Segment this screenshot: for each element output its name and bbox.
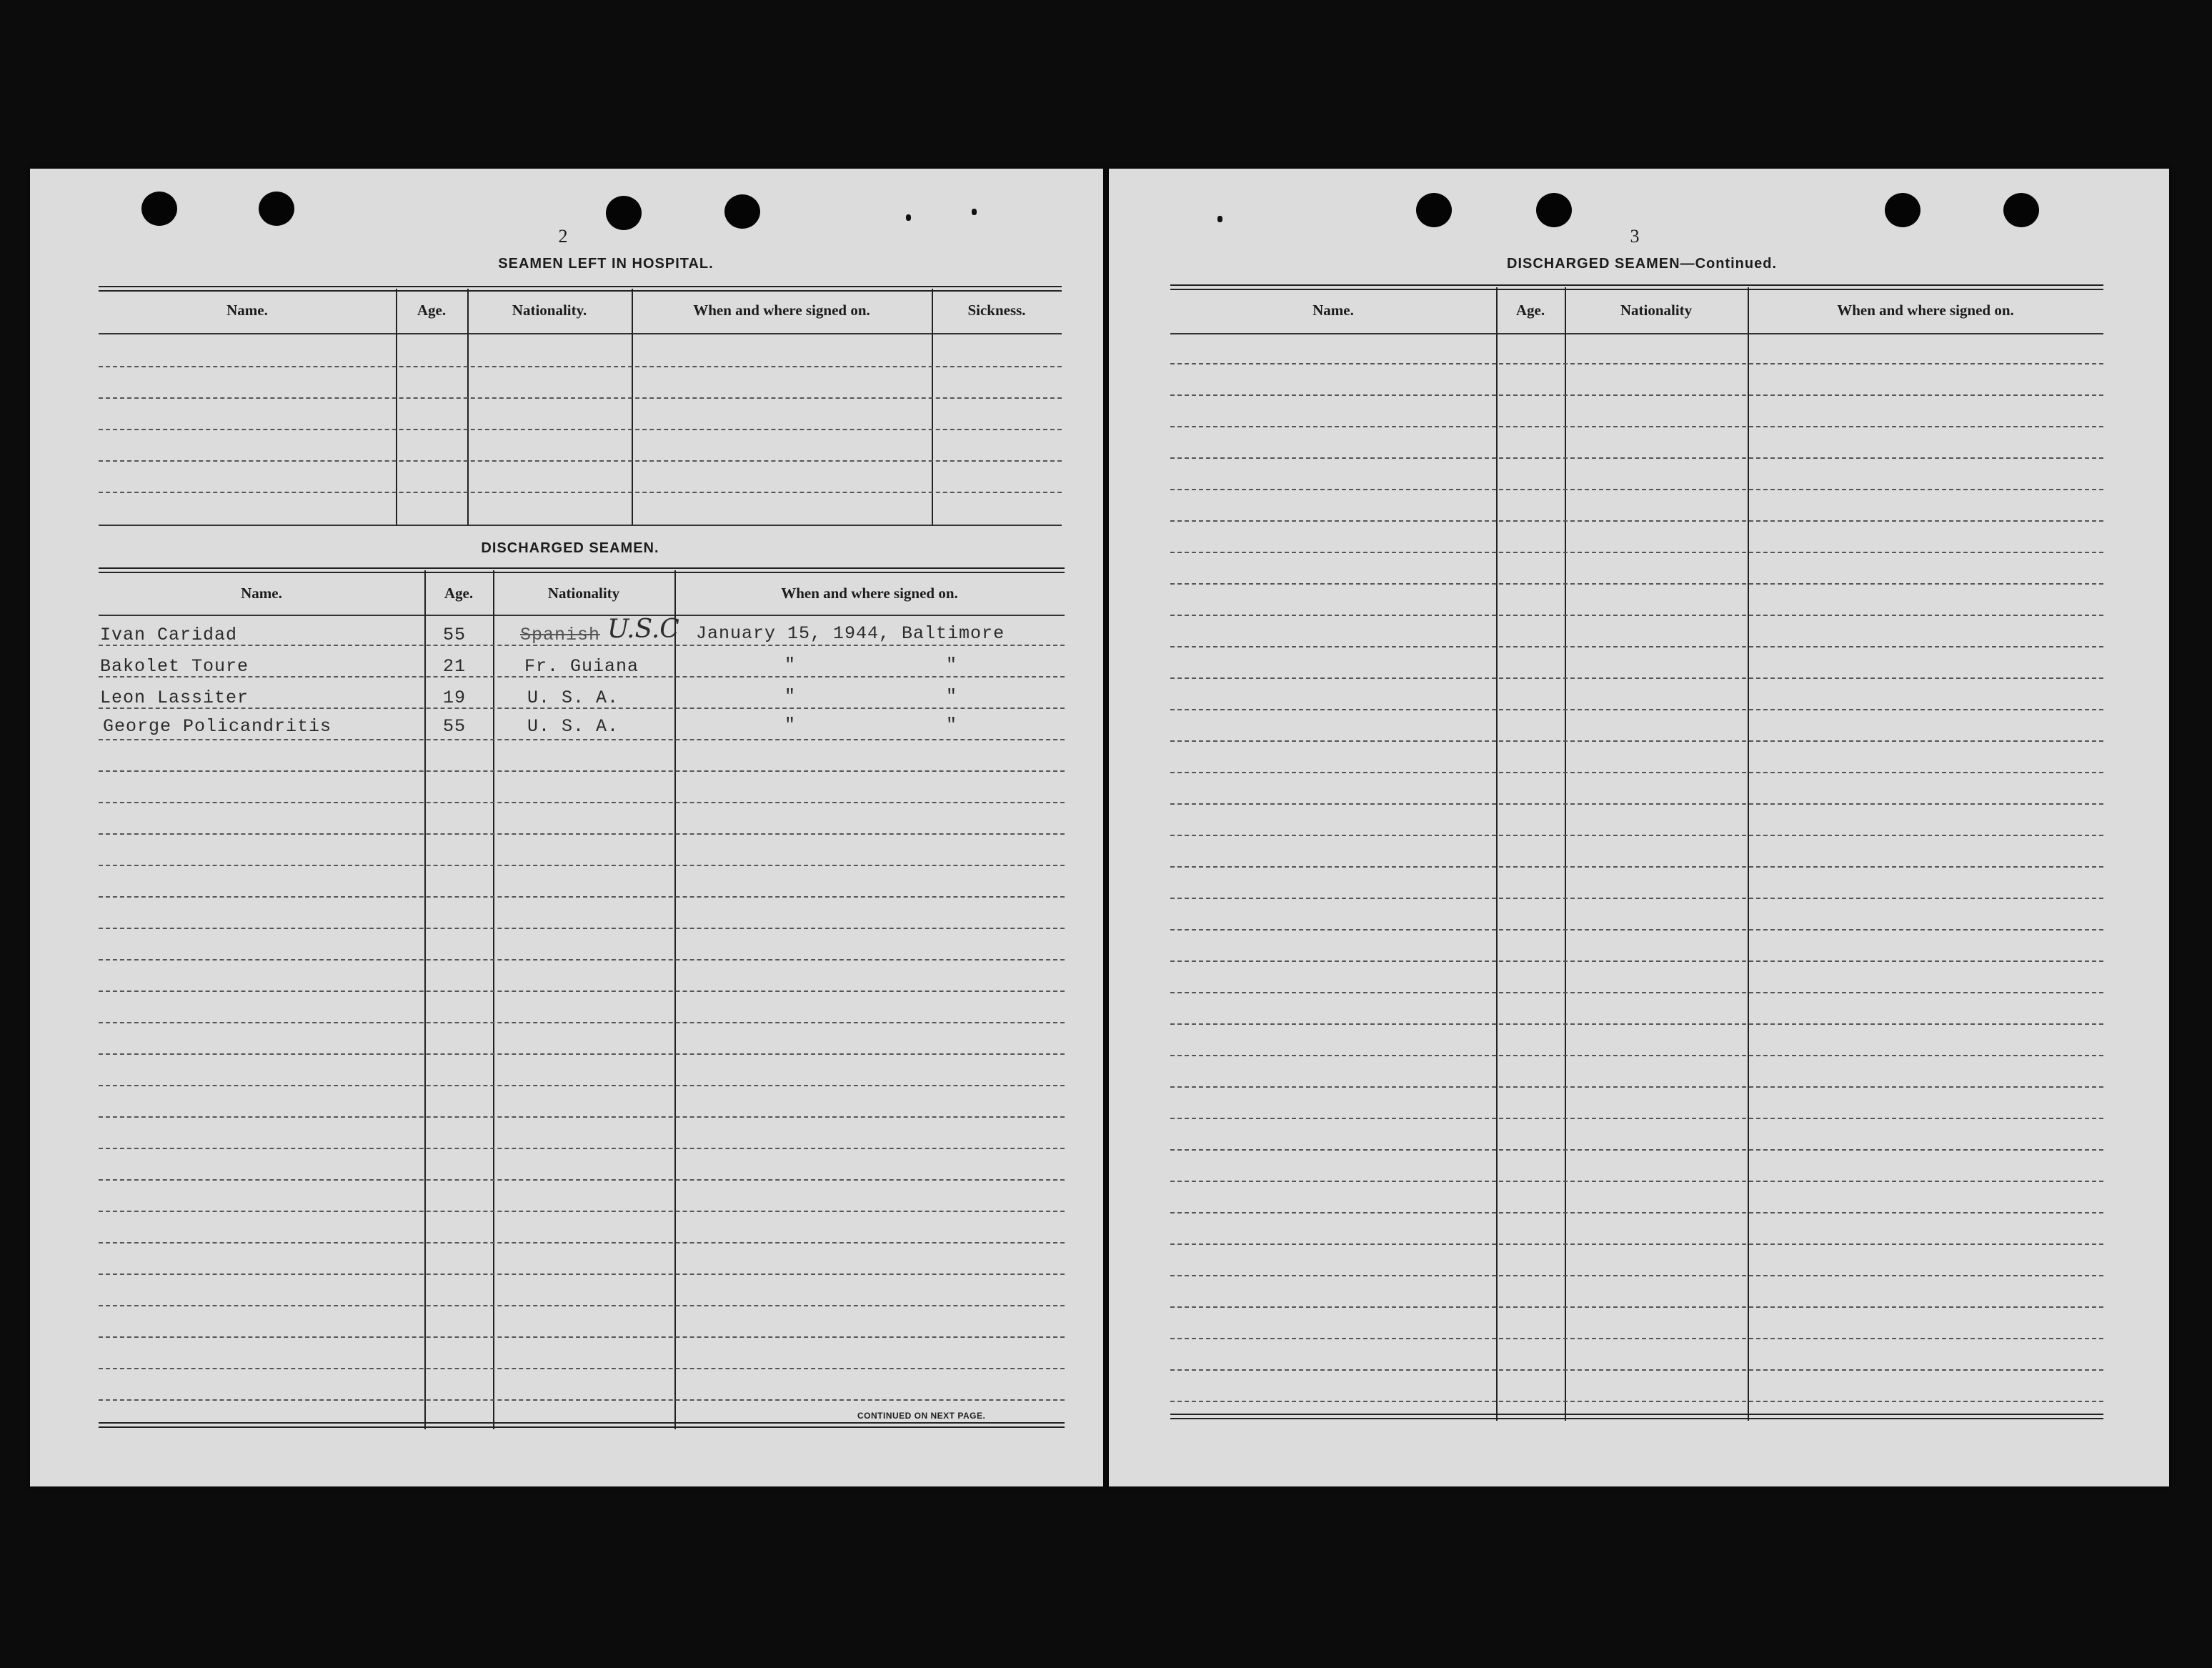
discharged-continued-table [1170,284,2103,1424]
column-divider [424,570,426,1429]
table-line [1170,1306,2103,1308]
table-line [99,1148,1065,1149]
punch-hole [141,192,177,226]
table-line [99,1211,1065,1212]
seaman-age: 55 [443,716,467,737]
table-line [1170,1055,2103,1056]
table-line [99,739,1065,740]
seaman-age: 21 [443,656,467,677]
seaman-age: 19 [443,687,467,708]
table-line [99,1116,1065,1118]
table-line [1170,583,2103,585]
ink-speck [906,214,911,221]
hospital-section-title: SEAMEN LEFT IN HOSPITAL. [498,256,714,272]
ditto-mark: " [946,655,958,675]
table-line [1170,1369,2103,1371]
table-top-rule [1170,284,2103,290]
column-header-signed-on: When and where signed on. [781,585,958,602]
table-line [1170,709,2103,710]
table-line [99,896,1065,898]
column-divider [674,570,676,1429]
punch-hole [724,194,760,229]
ink-speck [1217,216,1222,222]
table-line [1170,489,2103,490]
table-line [1170,898,2103,899]
table-line [1170,1401,2103,1402]
table-line [99,492,1062,493]
table-line [99,1274,1065,1275]
table-line [99,1242,1065,1243]
table-line [1170,1275,2103,1276]
column-header-nationality: Nationality [1620,302,1693,319]
table-line [1170,866,2103,868]
table-line [99,460,1062,462]
table-line [1170,772,2103,773]
column-header-age: Age. [1515,302,1545,319]
table-line [99,1085,1065,1086]
header-rule [1170,333,2103,334]
column-header-nationality: Nationality. [512,302,587,319]
column-header-name: Name. [241,585,282,602]
table-line [99,959,1065,960]
page-number: 2 [558,226,568,247]
ditto-mark: " [946,715,958,735]
seaman-nationality: U. S. A. [527,716,619,737]
column-header-nationality: Nationality [547,585,620,602]
hospital-table [99,286,1062,529]
table-line [99,397,1062,399]
column-header-signed-on: When and where signed on. [693,302,870,319]
column-divider [932,289,933,526]
table-line [1170,363,2103,364]
seaman-nationality-struck: Spanish [520,625,601,645]
table-line [99,770,1065,772]
table-bottom-rule [99,1422,1065,1428]
table-line [1170,1181,2103,1182]
seaman-name: Bakolet Toure [100,656,249,677]
table-line [99,429,1062,430]
table-line [99,1336,1065,1338]
table-line [1170,1212,2103,1213]
column-header-age: Age. [444,585,474,602]
table-line [1170,740,2103,742]
ditto-mark: " [784,686,797,707]
table-line [99,1305,1065,1306]
right-page [1109,169,2169,1486]
seaman-nationality: U. S. A. [527,687,619,708]
table-line [99,1053,1065,1055]
table-line [1170,1086,2103,1088]
table-line [1170,646,2103,647]
table-line [99,1368,1065,1369]
column-divider [467,289,469,526]
table-line [1170,457,2103,459]
table-line [99,366,1062,367]
table-line [1170,1023,2103,1025]
table-line [1170,426,2103,427]
ditto-mark: " [784,715,797,735]
table-line [1170,394,2103,396]
table-line [1170,992,2103,993]
table-line [1170,520,2103,522]
table-line [99,1022,1065,1023]
seaman-age: 55 [443,625,467,645]
table-line [1170,677,2103,679]
column-header-age: Age. [417,302,447,319]
table-line [1170,552,2103,553]
discharged-continued-title: DISCHARGED SEAMEN—Continued. [1507,256,1777,272]
table-line [1170,960,2103,962]
continued-note: CONTINUED ON NEXT PAGE. [857,1411,986,1421]
handwritten-nationality: U.S.C [607,615,679,644]
column-header-sickness: Sickness. [967,302,1026,319]
table-line [99,833,1065,835]
punch-hole [1885,193,1920,227]
punch-hole [259,192,294,226]
table-line [1170,835,2103,836]
punch-hole [2003,193,2039,227]
table-bottom-rule [99,525,1062,526]
table-line [1170,803,2103,805]
ink-speck [972,209,977,215]
seaman-signed-on: January 15, 1944, Baltimore [696,623,1005,644]
column-header-name: Name. [1312,302,1354,319]
table-line [1170,1118,2103,1119]
page-number: 3 [1630,226,1640,247]
header-rule [99,333,1062,334]
column-divider [493,570,494,1429]
table-line [99,928,1065,929]
column-header-signed-on: When and where signed on. [1837,302,2014,319]
table-line [99,991,1065,992]
table-line [1170,929,2103,930]
column-divider [632,289,633,526]
ditto-mark: " [946,686,958,707]
left-page [30,169,1103,1486]
seaman-name: George Policandritis [103,716,332,737]
table-line [1170,1338,2103,1339]
table-bottom-rule [1170,1414,2103,1419]
table-line [99,1399,1065,1401]
table-line [1170,1243,2103,1245]
punch-hole [1416,193,1452,227]
column-divider [396,289,397,526]
column-header-name: Name. [226,302,268,319]
table-top-rule [99,567,1065,573]
table-line [1170,615,2103,616]
seaman-name: Ivan Caridad [100,625,238,645]
seaman-name: Leon Lassiter [100,687,249,708]
discharged-section-title: DISCHARGED SEAMEN. [481,540,659,556]
table-line [1170,1149,2103,1151]
punch-hole [606,196,642,230]
ditto-mark: " [784,655,797,675]
table-line [99,1179,1065,1181]
table-line [99,802,1065,803]
header-rule [99,615,1065,616]
table-top-rule [99,286,1062,292]
table-line [99,865,1065,866]
seaman-nationality: Fr. Guiana [524,656,639,677]
punch-hole [1536,193,1572,227]
discharged-table [99,567,1065,1434]
